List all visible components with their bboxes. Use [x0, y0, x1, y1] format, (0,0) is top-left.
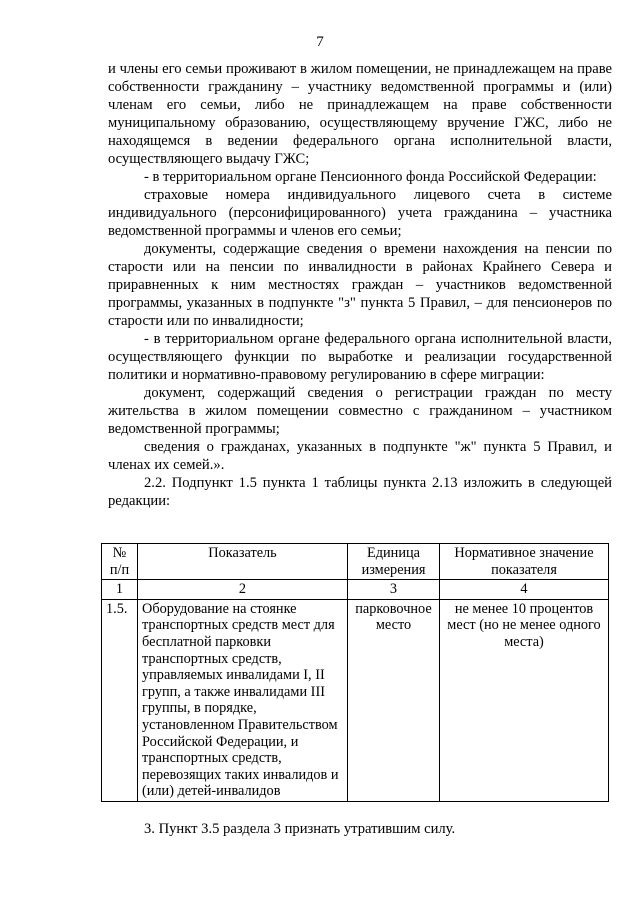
column-number: 1 — [102, 580, 138, 600]
paragraph: страховые номера индивидуального лицевого счета в системе индивидуального (персонифицированного) учета гражданина – участника ведомственной программы и членов его семьи; — [108, 187, 612, 239]
column-number: 3 — [348, 580, 440, 600]
paragraph: сведения о гражданах, указанных в подпункте "ж" пункта 5 Правил, и членах их семей.». — [108, 439, 612, 473]
table-header-row — [102, 544, 609, 580]
paragraph: документ, содержащий сведения о регистрации граждан по месту жительства в жилом помещении совместно с гражданином – участником ведомственной программы; — [108, 385, 612, 437]
header-number: № п/п — [102, 544, 138, 580]
table-row — [102, 599, 609, 801]
column-number: 2 — [138, 580, 348, 600]
header-indicator: Показатель — [138, 544, 348, 580]
paragraph: - в территориальном органе федерального органа исполнительной власти, осуществляющего функции по выработке и реализации государственной политики и нормативно-правовому регулированию в сфере миграции: — [108, 331, 612, 383]
page-number: 7 — [316, 34, 324, 50]
paragraph: документы, содержащие сведения о времени нахождения на пенсии по старости или на пенсии по инвалидности в районах Крайнего Севера и приравненных к ним местностях граждан – участников ведомственной программы, указанных в подпункте "з" пункта 5 Правил, – для пенсионеров по старости или по инвалидности; — [108, 241, 612, 329]
indicator-table — [101, 543, 609, 802]
paragraph: и члены его семьи проживают в жилом помещении, не принадлежащем на праве собственности гражданину – участнику ведомственной программы и (или) членам его семьи, либо не принадлежащем на праве собственности муниципальному образованию, осуществляющему вручение ГЖС, либо не находящемся в ведении федерального органа исполнительной власти, осуществляющего выдачу ГЖС; — [108, 61, 612, 167]
table-column-numbers-row — [102, 580, 609, 600]
header-norm: Нормативное значение показателя — [440, 544, 609, 580]
cell-number: 1.5. — [102, 599, 138, 801]
header-unit: Единица измерения — [348, 544, 440, 580]
paragraph: 2.2. Подпункт 1.5 пункта 1 таблицы пункта 2.13 изложить в следующей редакции: — [108, 475, 612, 509]
column-number: 4 — [440, 580, 609, 600]
cell-unit: парковочное место — [348, 599, 440, 801]
cell-norm: не менее 10 процентов мест (но не менее одного места) — [440, 599, 609, 801]
paragraph: - в территориальном органе Пенсионного фонда Российской Федерации: — [144, 169, 597, 185]
closing-paragraph: 3. Пункт 3.5 раздела 3 признать утратившим силу. — [144, 821, 456, 837]
document-body — [108, 60, 612, 510]
cell-indicator: Оборудование на стоянке транспортных средств мест для бесплатной парковки транспортных средств, управляемых инвалидами I, II групп, а также инвалидами III группы, в порядке, установленном Правительством Российской Федерации, и транспортных средств, перевозящих таких инвалидов и (или) детей-инвалидов — [138, 599, 348, 801]
